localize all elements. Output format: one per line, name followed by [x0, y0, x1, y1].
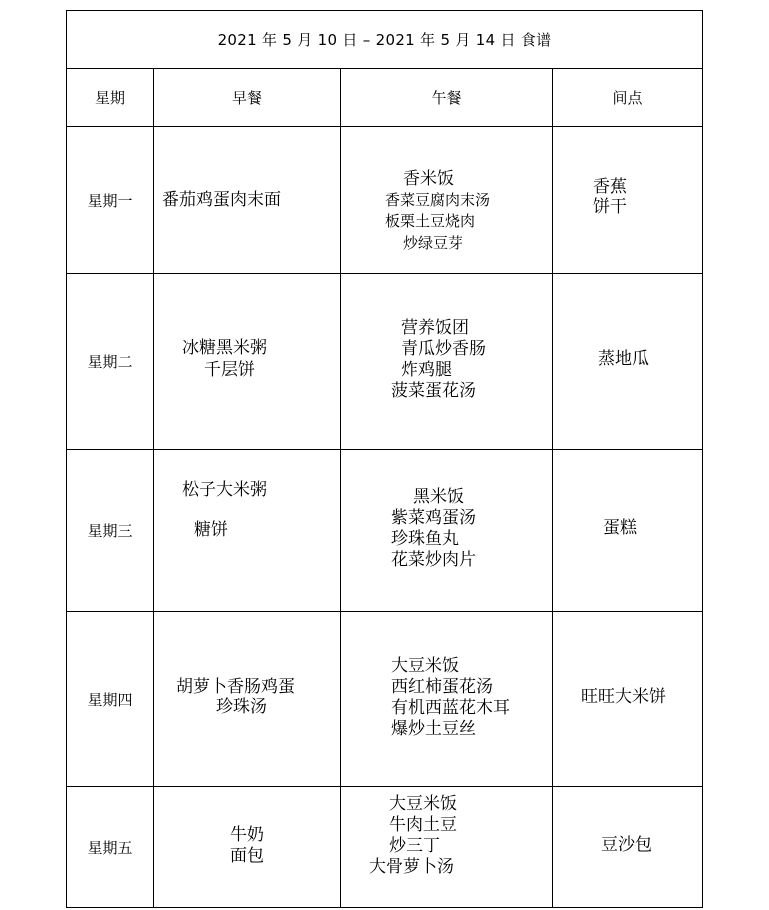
meal-item: 炒绿豆芽: [403, 234, 464, 252]
breakfast-cell: [154, 450, 341, 612]
meal-item: 冰糖黑米粥: [182, 338, 267, 358]
meal-item: 香米饭: [403, 169, 454, 189]
meal-item: 紫菜鸡蛋汤: [391, 508, 476, 528]
meal-item: 香菜豆腐肉末汤: [385, 191, 491, 209]
menu-title: 2021 年 5 月 10 日 – 2021 年 5 月 14 日 食谱: [67, 11, 703, 69]
day-label: 星期二: [67, 274, 154, 450]
meal-item: 有机西蓝花木耳: [391, 698, 510, 718]
meal-item: 牛奶: [230, 825, 264, 845]
breakfast-cell: [154, 274, 341, 450]
meal-item: 大骨萝卜汤: [369, 857, 454, 877]
day-label: 星期三: [67, 450, 154, 612]
meal-item: 千层饼: [204, 360, 255, 380]
meal-item: 蛋糕: [603, 518, 637, 538]
snack-cell: [553, 612, 703, 787]
day-label: 星期四: [67, 612, 154, 787]
meal-item: 糖饼: [194, 520, 228, 540]
meal-item: 爆炒土豆丝: [391, 719, 476, 739]
lunch-cell: [341, 127, 553, 274]
meal-item: 珍珠鱼丸: [391, 529, 459, 549]
table-row-wednesday: [67, 450, 703, 612]
meal-item: 香蕉: [593, 177, 627, 197]
meal-item: 黑米饭: [413, 487, 464, 507]
table-row-tuesday: [67, 274, 703, 450]
meal-item: 饼干: [593, 197, 627, 217]
meal-item: 炒三丁: [389, 836, 440, 856]
snack-cell: [553, 787, 703, 908]
lunch-cell: [341, 787, 553, 908]
breakfast-cell: [154, 127, 341, 274]
meal-item: 营养饭团: [401, 318, 469, 338]
breakfast-cell: [154, 612, 341, 787]
breakfast-cell: [154, 787, 341, 908]
day-label: 星期五: [67, 787, 154, 908]
lunch-cell: [341, 274, 553, 450]
header-lunch: 午餐: [341, 69, 553, 127]
meal-item: 花菜炒肉片: [391, 550, 476, 570]
title-row: [67, 11, 703, 69]
lunch-cell: [341, 612, 553, 787]
meal-item: 胡萝卜香肠鸡蛋: [176, 677, 295, 697]
meal-item: 旺旺大米饼: [581, 687, 666, 707]
meal-item: 大豆米饭: [391, 656, 459, 676]
meal-item: 炸鸡腿: [401, 360, 452, 380]
menu-table: [66, 10, 703, 908]
snack-cell: [553, 450, 703, 612]
snack-cell: [553, 274, 703, 450]
day-label: 星期一: [67, 127, 154, 274]
lunch-cell: [341, 450, 553, 612]
meal-item: 珍珠汤: [216, 697, 267, 717]
meal-item: 番茄鸡蛋肉末面: [162, 190, 281, 210]
meal-item: 豆沙包: [601, 835, 652, 855]
table-row-thursday: [67, 612, 703, 787]
meal-item: 西红柿蛋花汤: [391, 677, 493, 697]
meal-item: 牛肉土豆: [389, 815, 457, 835]
snack-cell: [553, 127, 703, 274]
meal-item: 菠菜蛋花汤: [391, 381, 476, 401]
header-breakfast: 早餐: [154, 69, 341, 127]
meal-item: 板栗土豆烧肉: [385, 212, 476, 230]
meal-item: 大豆米饭: [389, 794, 457, 814]
table-row-monday: [67, 127, 703, 274]
meal-item: 青瓜炒香肠: [401, 339, 486, 359]
table-row-friday: [67, 787, 703, 908]
header-snack: 间点: [553, 69, 703, 127]
header-day: 星期: [67, 69, 154, 127]
meal-item: 松子大米粥: [182, 480, 267, 500]
meal-item: 面包: [230, 846, 264, 866]
meal-item: 蒸地瓜: [598, 349, 649, 369]
header-row: [67, 69, 703, 127]
